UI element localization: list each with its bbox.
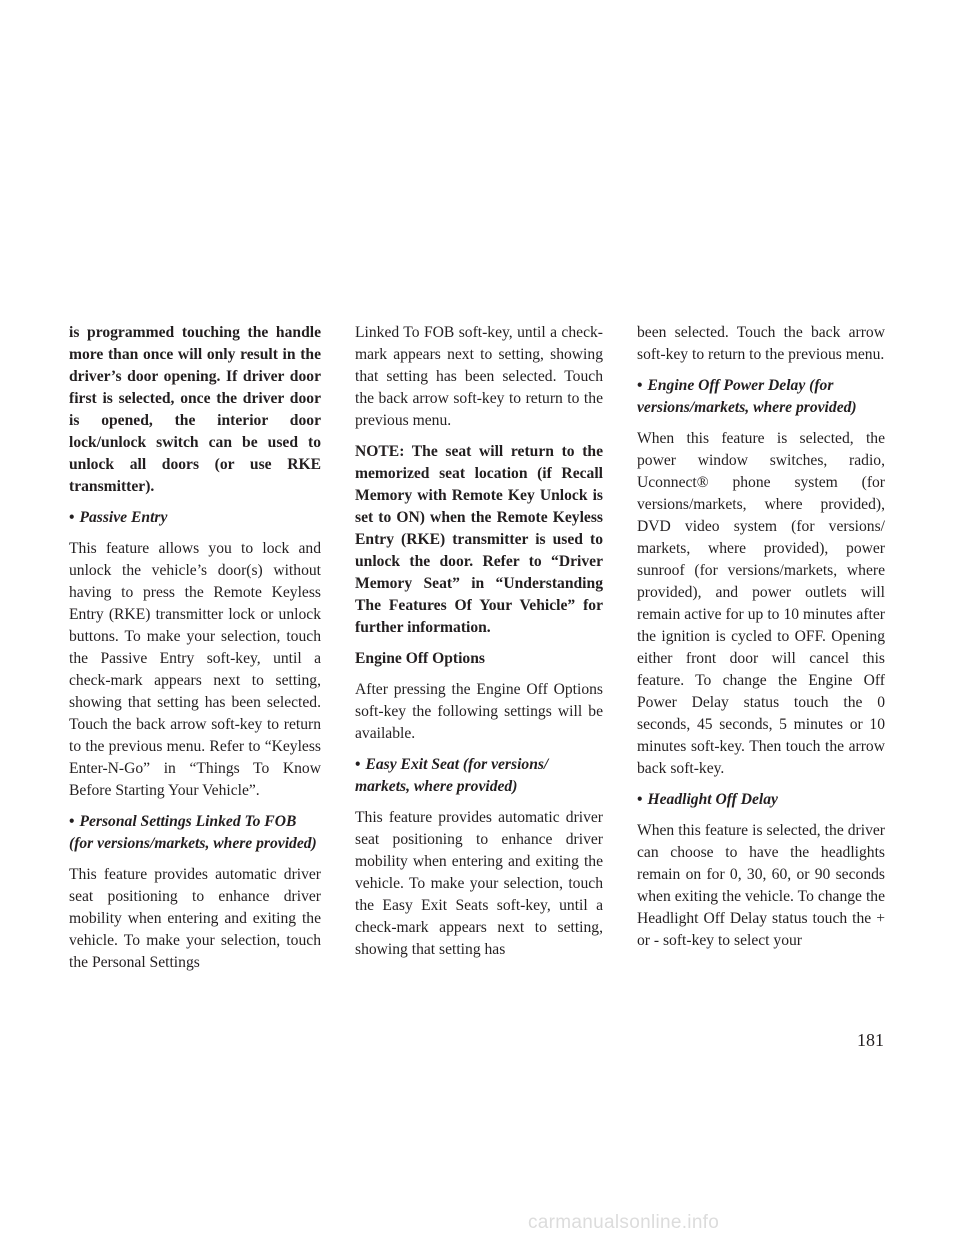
bullet-dot-icon: • — [637, 791, 643, 808]
headlight-body: When this feature is selected, the driver can choose to have the headlights remain on for 0, 30, 60, or 90 seconds when exiting the vehicle. To change the Headlight Off Delay status touch the + or - soft-key to select your — [637, 822, 885, 949]
bullet-personal-settings — [69, 811, 321, 855]
page-number: 181 — [857, 1030, 884, 1050]
bullet-dot-icon: • — [69, 813, 75, 830]
easy-exit-continued: been selected. Touch the back arrow soft-key to return to the previous menu. — [637, 324, 885, 363]
easy-exit-body: This feature provides automatic driver seat positioning to enhance driver mobility when entering and exiting the vehicle. To make your selection, touch the Easy Exit Seats soft-key, until a check-mark appears next to setting, showing that setting has — [355, 809, 603, 958]
text-column-1 — [69, 322, 321, 983]
bullet-easy-exit — [355, 754, 603, 798]
warning-continued: is programmed touching the handle more than once will only result in the driver’s door opening. If driver door first is selected, once the driver door is opened, the interior door lock/unlock switch can be used to unlock all doors (or use RKE transmitter). — [69, 324, 321, 495]
power-delay-body: When this feature is selected, the power window switches, radio, Uconnect® phone system (for versions/markets, where provided), DVD video system (for versions/ markets, where provided), power sunroof (for versions/markets, where provided), and power outlets will remain active for up to 10 minutes after the ignition is cycled to OFF. Opening either front door will cancel this feature. To change the Engine Off Power Delay status touch the 0 seconds, 45 seconds, 5 minutes or 10 minutes soft-key. Then touch the arrow back soft-key. — [637, 430, 885, 777]
text-column-2 — [355, 322, 603, 970]
personal-settings-continued: Linked To FOB soft-key, until a check-mark appears next to setting, showing that setting has been selected. Touch the back arrow soft-key to return to the previous menu. — [355, 324, 603, 429]
watermark: carmanualsonline.info — [528, 1212, 720, 1233]
engine-off-body: After pressing the Engine Off Options soft-key the following settings will be available. — [355, 681, 603, 742]
personal-settings-body: This feature provides automatic driver seat positioning to enhance driver mobility when entering and exiting the vehicle. To make your selection, touch the Personal Settings — [69, 866, 321, 971]
bullet-title: Easy Exit Seat (for versions/ markets, where provided) — [355, 756, 549, 795]
bullet-dot-icon: • — [355, 756, 361, 773]
bullet-title: Engine Off Power Delay (for versions/markets, where provided) — [637, 377, 857, 416]
bullet-power-delay — [637, 375, 885, 419]
bullet-dot-icon: • — [637, 377, 643, 394]
bullet-title: Headlight Off Delay — [647, 791, 778, 808]
bullet-dot-icon: • — [69, 509, 75, 526]
bullet-headlight-delay — [637, 789, 885, 811]
bullet-title: Personal Settings Linked To FOB (for versions/markets, where provided) — [69, 813, 317, 852]
bullet-passive-entry — [69, 507, 321, 529]
bullet-title: Passive Entry — [79, 509, 168, 526]
passive-entry-body: This feature allows you to lock and unlock the vehicle’s door(s) without having to press the Remote Keyless Entry (RKE) transmitter lock or unlock buttons. To make your selection, touch the Passive Entry soft-key, until a check-mark appears next to setting, showing that setting has been selected. Touch the back arrow soft-key to return to the previous menu. Refer to “Keyless Enter-N-Go” in “Things To Know Before Starting Your Vehicle”. — [69, 540, 321, 799]
text-column-3 — [637, 322, 885, 961]
engine-off-heading: Engine Off Options — [355, 650, 485, 667]
note-paragraph: NOTE: The seat will return to the memorized seat location (if Recall Memory with Remote Key Unlock is set to ON) when the Remote Keyless Entry (RKE) transmitter is used to unlock the door. Refer to “Driver Memory Seat” in “Understanding The Features Of Your Vehicle” for further information. — [355, 443, 603, 636]
